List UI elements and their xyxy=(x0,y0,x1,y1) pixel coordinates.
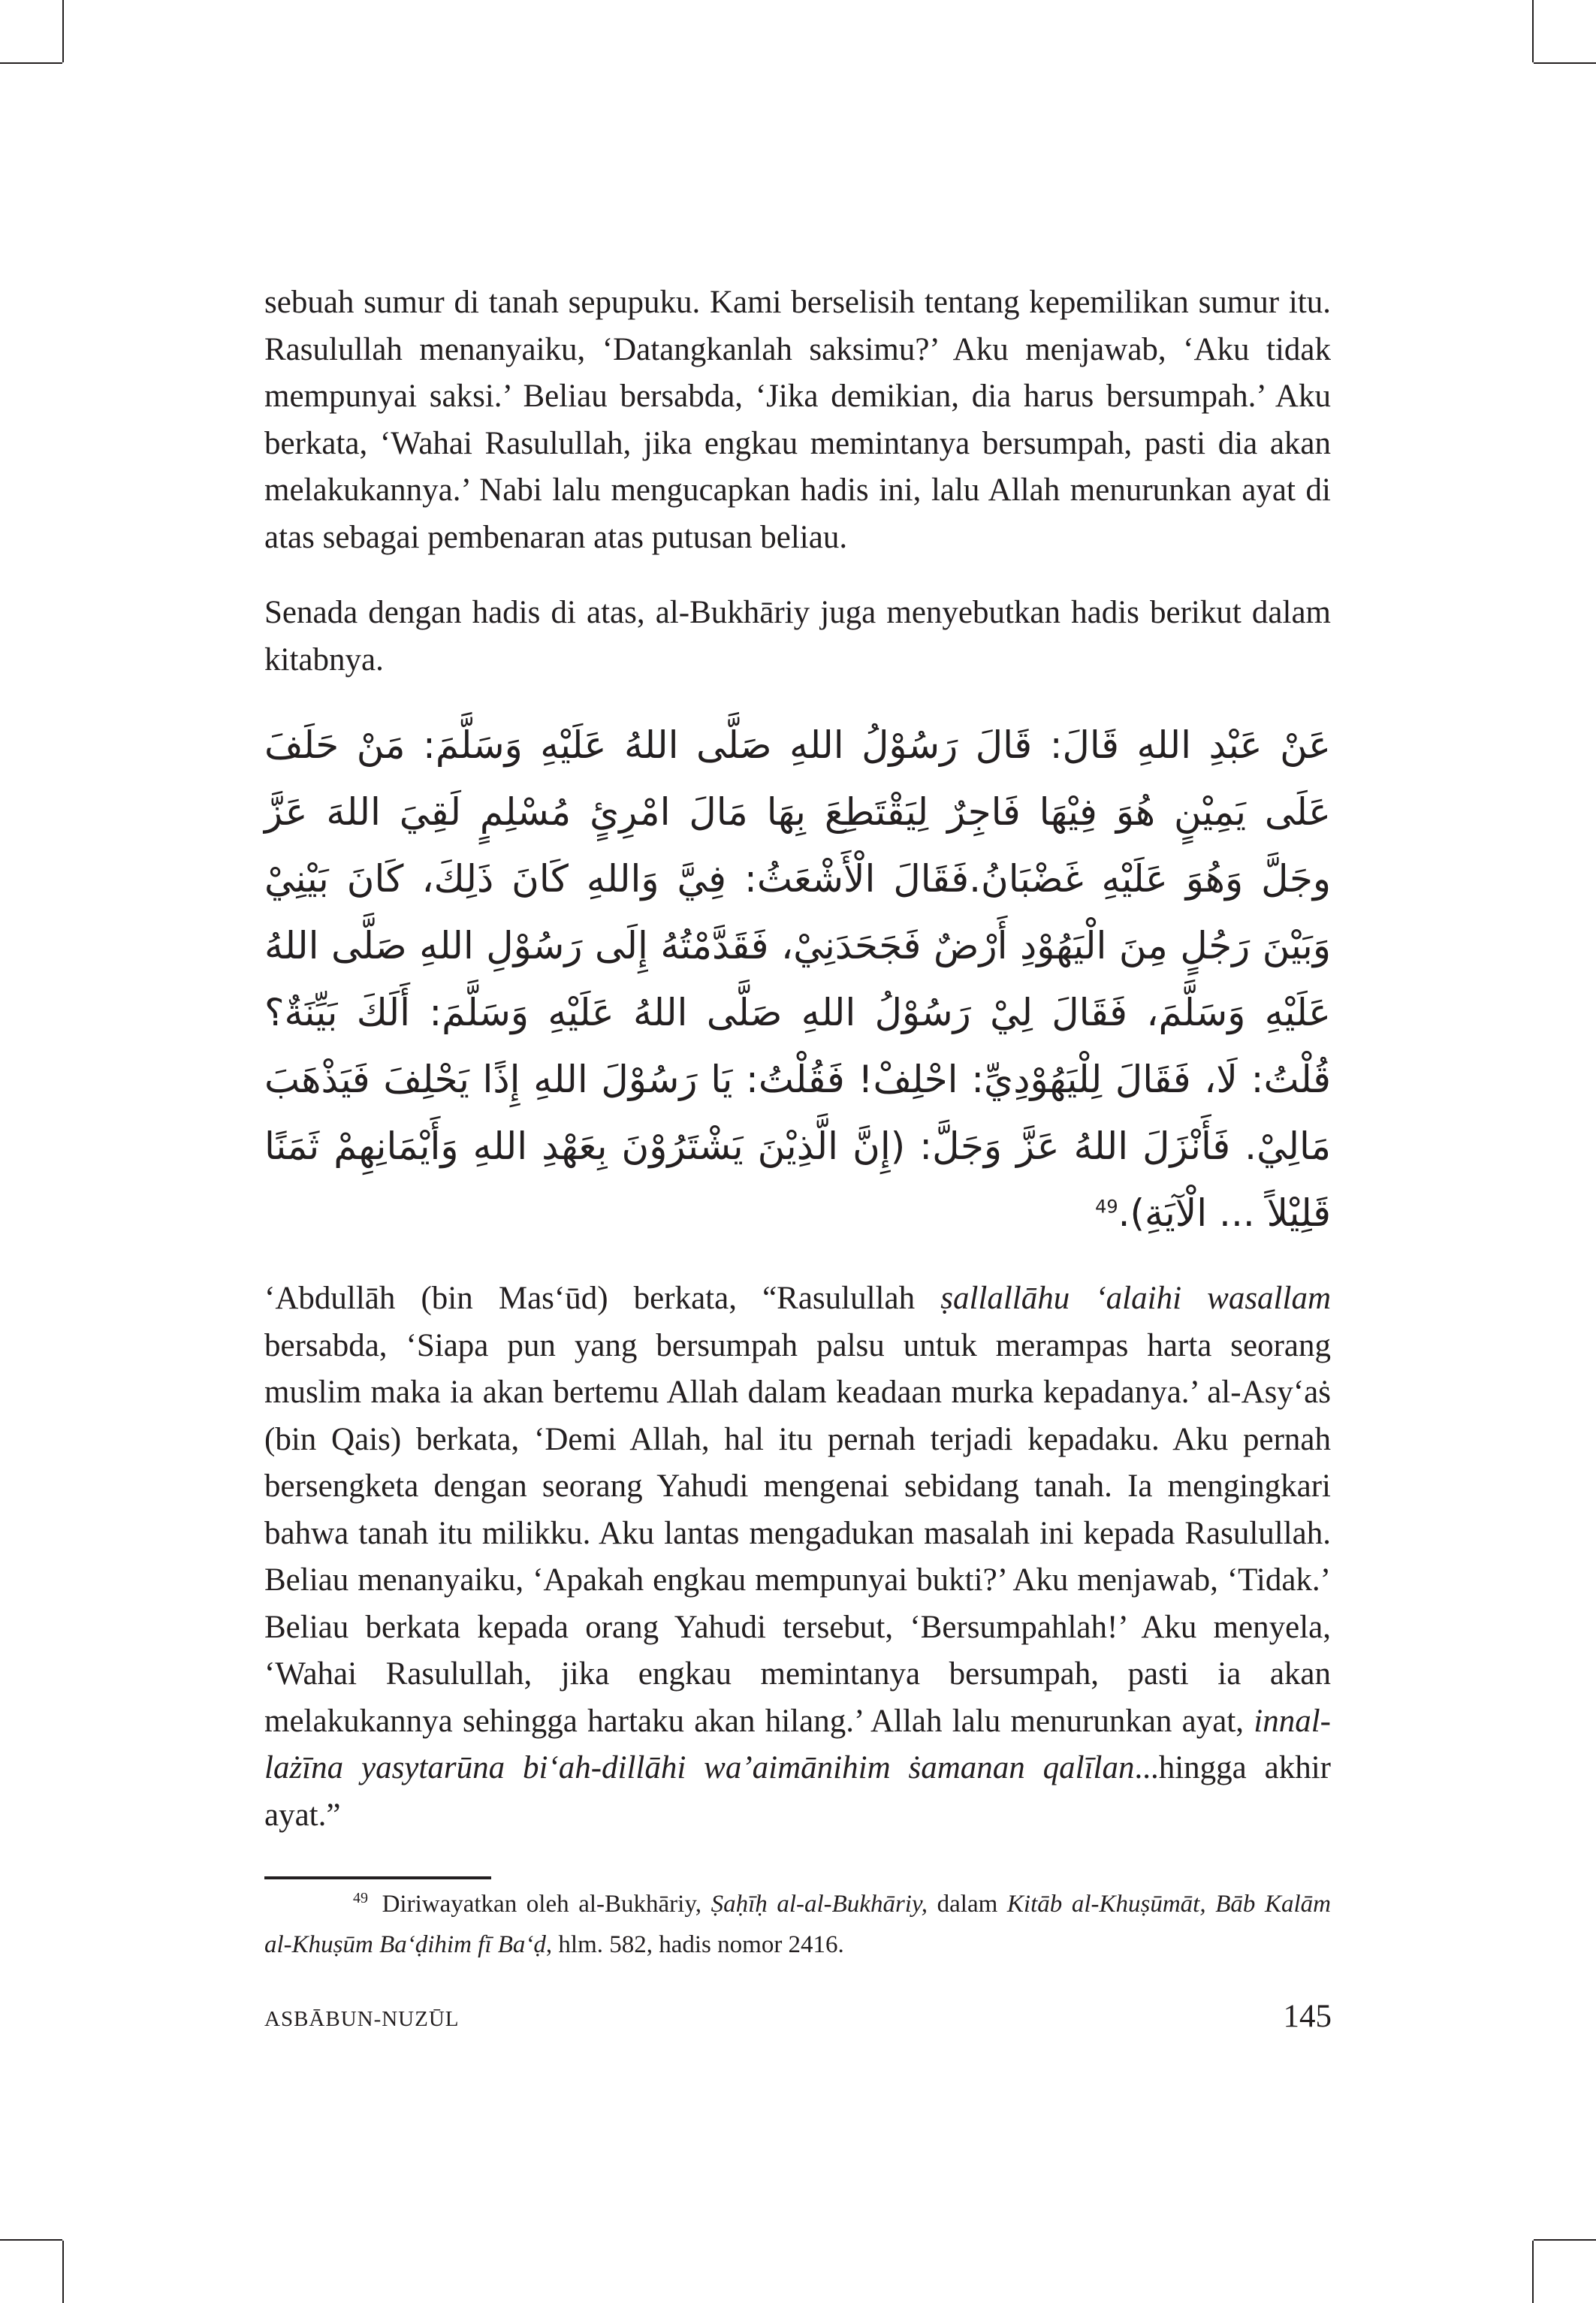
translation-part-2: bersabda, ‘Siapa pun yang bersumpah palsu untuk merampas harta seorang muslim maka ia akan bertemu Allah dalam keadaan murka kepadanya.’ al-Asy‘aṡ (bin Qais) berkata, ‘Demi Allah, hal itu pernah terjadi kepadaku. Aku pernah bersengketa dengan seorang Yahudi mengenai sebidang tanah. Ia mengingkari bahwa tanah itu milikku. Aku lantas mengadukan masalah ini kepada Rasulullah. Beliau menanyaiku, ‘Apakah engkau mempunyai bukti?’ Aku menjawab, ‘Tidak.’ Beliau berkata kepada orang Yahudi tersebut, ‘Bersumpahlah!’ Aku menyela, ‘Wahai Rasulullah, jika engkau memintanya bersumpah, pasti ia akan melakukannya sehingga hartaku akan hilang.’ Allah lalu menurunkan ayat, xyxy=(264,1327,1331,1739)
running-title: ASBĀBUN-NUZŪL xyxy=(264,2007,460,2031)
body-paragraph-1: sebuah sumur di tanah sepupuku. Kami berselisih tentang kepemilikan sumur itu. Rasulullah menanyaiku, ‘Datangkanlah saksimu?’ Aku menjawab, ‘Aku tidak mempunyai saksi.’ Beliau bersabda, ‘Jika demikian, dia harus bersumpah.’ Aku berkata, ‘Wahai Rasulullah, jika engkau memintanya bersumpah, pasti dia akan melakukannya.’ Nabi lalu mengucapkan hadis ini, lalu Allah menurunkan ayat di atas sebagai pembenaran atas putusan beliau. xyxy=(264,285,1331,555)
crop-mark-top-right-horizontal xyxy=(1534,62,1596,64)
footnote-text-3: , hlm. 582, hadis nomor 2416. xyxy=(545,1931,844,1958)
footnote-divider xyxy=(264,1876,491,1879)
crop-mark-bottom-left-horizontal xyxy=(0,2239,62,2241)
crop-mark-top-right-vertical xyxy=(1532,0,1534,62)
crop-mark-top-left-horizontal xyxy=(0,62,62,64)
page-number: 145 xyxy=(1283,1999,1332,2034)
footnote-book-title: Ṣaḥīḥ al-al-Bukhāriy, xyxy=(711,1891,928,1918)
translation-part-1: ‘Abdullāh (bin Mas‘ūd) berkata, “Rasulullah xyxy=(264,1281,941,1316)
body-paragraph-2: Senada dengan hadis di atas, al-Bukhāriy juga menyebutkan hadis berikut dalam kitabnya. xyxy=(264,595,1331,678)
footnote-text-1: Diriwayatkan oleh al-Bukhāriy, xyxy=(373,1891,711,1918)
crop-mark-bottom-right-horizontal xyxy=(1534,2239,1596,2241)
page-body xyxy=(264,279,1331,1839)
translation-part-3: ...hingga akhir ayat.” xyxy=(264,1750,1331,1833)
footnote-reference-49[interactable]: 49 xyxy=(1095,1196,1118,1218)
crop-mark-bottom-left-vertical xyxy=(62,2241,64,2303)
footnote-text-2: dalam xyxy=(928,1891,1007,1918)
footnote-chapter-title: Kitāb al-Khuṣūmāt, Bāb Kalām al-Khuṣūm Ba‘ḍihim fī Ba‘ḍ xyxy=(264,1891,1331,1958)
arabic-hadith-body: عَنْ عَبْدِ اللهِ قَالَ: قَالَ رَسُوْلُ اللهِ صَلَّى اللهُ عَلَيْهِ وَسَلَّمَ: مَنْ حَلَفَ عَلَى يَمِيْنٍ هُوَ فِيْهَا فَاجِرٌ لِيَقْتَطِعَ بِهَا مَالَ امْرِئٍ مُسْلِمٍ لَقِيَ اللهَ عَزَّ وجَلَّ وَهُوَ عَلَيْهِ غَضْبَانُ.فَقَالَ الْأَشْعَثُ: فِيَّ وَاللهِ كَانَ ذَلِكَ، كَانَ بَيْنِيْ وَبَيْنَ رَجُلٍ مِنَ الْيَهُوْدِ أَرْضٌ فَجَحَدَنِيْ، فَقَدَّمْتُهُ إِلَى رَسُوْلِ اللهِ صَلَّى اللهُ عَلَيْهِ وَسَلَّمَ، فَقَالَ لِيْ رَسُوْلُ اللهِ صَلَّى اللهُ عَلَيْهِ وَسَلَّمَ: أَلَكَ بَيِّنَةٌ؟ قُلْتُ: لَا، فَقَالَ لِلْيَهُوْدِيِّ: احْلِفْ! فَقُلْتُ: يَا رَسُوْلَ اللهِ إِذًا يَحْلِفَ فَيَذْهَبَ مَالِيْ. فَأَنْزَلَ اللهُ عَزَّ وَجَلَّ: (إِنَّ الَّذِيْنَ يَشْتَرُوْنَ بِعَهْدِ اللهِ وَأَيْمَانِهِمْ ثَمَنًا قَلِيْلاً ... الْآيَةِ). xyxy=(264,723,1331,1235)
translation-salawat-italic: ṣallallāhu ‘alaihi wasallam xyxy=(940,1281,1332,1316)
translation-verse-transliteration-italic: innal-lażīna yasytarūna bi‘ah-dillāhi wa’aimānihim ṡamanan qalīlan xyxy=(264,1703,1331,1785)
arabic-hadith-text xyxy=(264,712,1331,1247)
crop-mark-top-left-vertical xyxy=(62,0,64,62)
footnote-49 xyxy=(264,1884,1331,1965)
footnote-number: 49 xyxy=(353,1890,368,1906)
body-paragraph-3 xyxy=(264,1275,1331,1839)
crop-mark-bottom-right-vertical xyxy=(1532,2241,1534,2303)
